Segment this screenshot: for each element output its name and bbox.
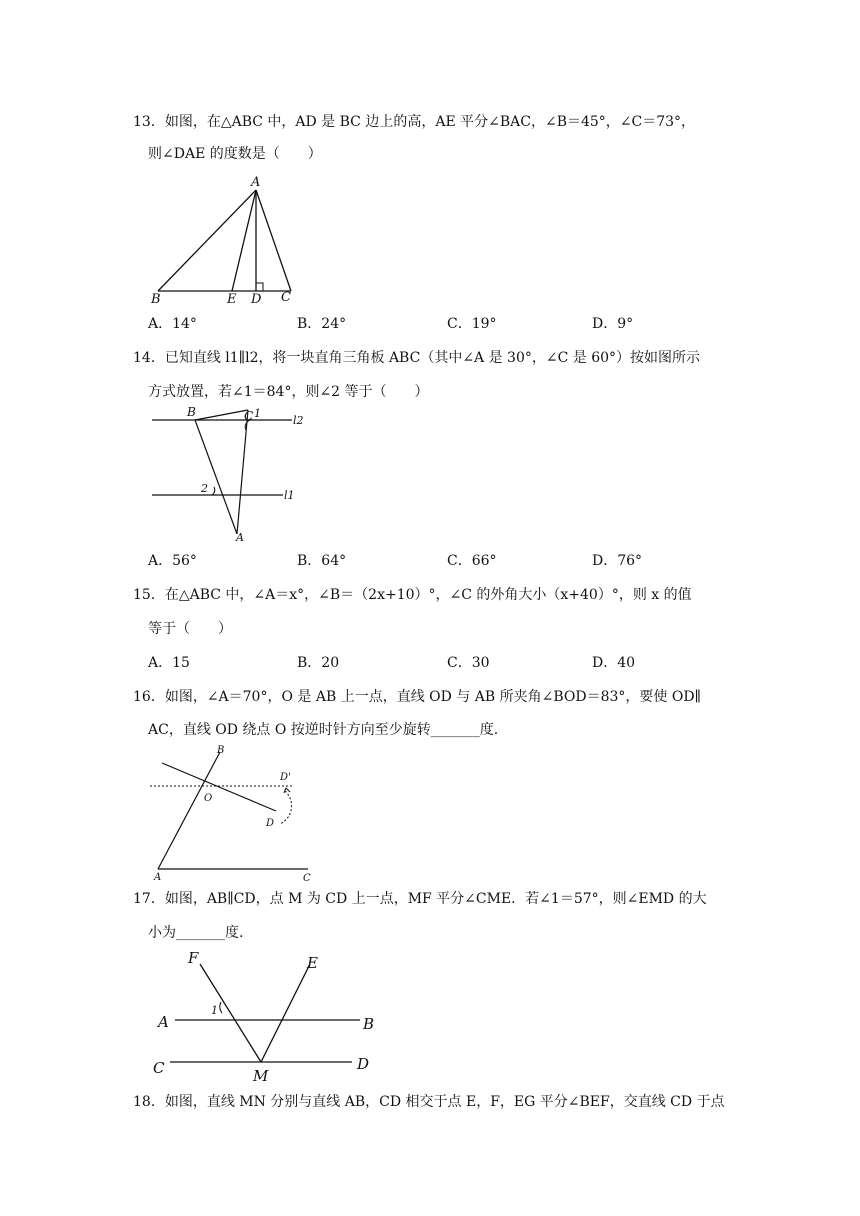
q17-label-c: C (153, 1059, 165, 1077)
q15-option-b: B．20 (297, 655, 340, 671)
q17-label-m: M (253, 1067, 269, 1085)
q16-label-c: C (303, 873, 311, 884)
q14-label-l1: l1 (284, 489, 295, 502)
q13-text-line2: 则∠DAE 的度数是（ ） (148, 146, 322, 162)
q16-rotation-figure (148, 744, 318, 884)
q16-label-b: B (217, 745, 225, 756)
q16-label-a: A (154, 872, 162, 883)
q16-label-o: O (204, 793, 213, 804)
q17-label-e: E (307, 954, 318, 972)
q15-option-d: D．40 (592, 655, 636, 671)
q14-option-c: C．66° (447, 553, 497, 569)
q13-label-e: E (227, 292, 237, 307)
q14-label-angle1: 1 (254, 407, 261, 420)
q14-label-c: C (244, 409, 254, 423)
q17-label-b: B (363, 1015, 375, 1033)
q16-text-line1: 16．如图，∠A＝70°，O 是 AB 上一点，直线 OD 与 AB 所夹角∠BOD＝83°，要使 OD∥ (133, 689, 702, 705)
q13-option-a: A．14° (148, 316, 197, 332)
q17-label-d: D (357, 1055, 370, 1073)
q14-parallel-lines-figure (150, 405, 310, 544)
q14-label-b: B (187, 405, 196, 419)
q13-triangle-figure (150, 172, 300, 307)
q14-label-angle2: 2 (201, 482, 208, 495)
q15-option-c: C．30 (447, 655, 490, 671)
q17-label-angle1: 1 (211, 1004, 218, 1017)
q13-option-d: D．9° (592, 316, 634, 332)
q14-text-line2: 方式放置，若∠1＝84°，则∠2 等于（ ） (148, 384, 429, 400)
q14-option-b: B．64° (297, 553, 347, 569)
q15-option-a: A．15 (148, 655, 190, 671)
q17-text-line1: 17．如图，AB∥CD，点 M 为 CD 上一点，MF 平分∠CME．若∠1＝57°，则∠EMD 的大 (133, 891, 707, 907)
q14-option-a: A．56° (148, 553, 197, 569)
q17-parallel-lines-figure (150, 950, 380, 1085)
q14-text-line1: 14．已知直线 l1∥l2，将一块直角三角板 ABC（其中∠A 是 30°，∠C 是 60°）按如图所示 (133, 350, 701, 366)
q16-label-d: D (266, 818, 275, 829)
q13-label-a: A (251, 175, 261, 190)
q13-text-line1: 13．如图，在△ABC 中，AD 是 BC 边上的高，AE 平分∠BAC，∠B＝45°，∠C＝73°， (133, 114, 696, 130)
q13-option-c: C．19° (447, 316, 497, 332)
q14-label-a: A (236, 531, 244, 544)
q18-text-line1: 18．如图，直线 MN 分别与直线 AB，CD 相交于点 E，F，EG 平分∠BEF，交直线 CD 于点 (133, 1094, 725, 1110)
q13-label-d: D (251, 292, 262, 307)
q13-label-b: B (151, 292, 161, 307)
q16-text-line2: AC，直线 OD 绕点 O 按逆时针方向至少旋转_______度. (148, 722, 499, 738)
q15-text-line1: 15．在△ABC 中，∠A＝x°，∠B＝（2x+10）°，∠C 的外角大小（x+40）°，则 x 的值 (133, 587, 692, 603)
q13-label-c: C (281, 290, 291, 305)
q17-text-line2: 小为_______度. (148, 925, 244, 941)
q17-label-a: A (158, 1013, 169, 1031)
q15-text-line2: 等于（ ） (148, 621, 232, 637)
q16-label-d-prime: D' (280, 772, 291, 783)
q13-option-b: B．24° (297, 316, 347, 332)
q14-option-d: D．76° (592, 553, 643, 569)
q14-label-l2: l2 (293, 414, 304, 427)
q17-label-f: F (188, 949, 199, 967)
